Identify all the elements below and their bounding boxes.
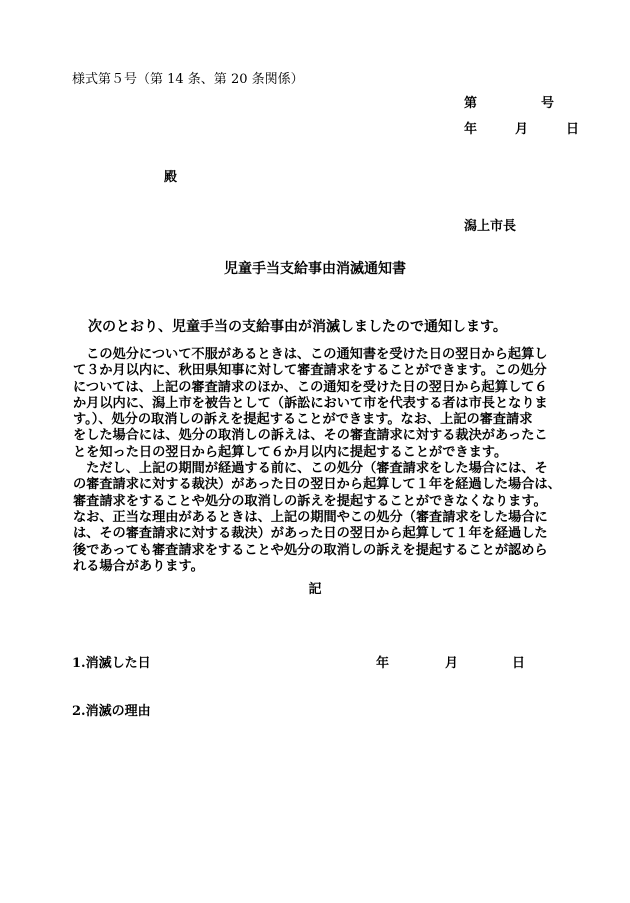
notice-line: 審査請求をすることや処分の取消しの訴えを提起することができなくなります。: [73, 493, 547, 509]
notice-line: をした場合には、処分の取消しの訴えは、その審査請求に対する裁決があったこ: [73, 428, 548, 444]
notice-line: ただし、上記の期間が経過する前に、この処分（審査請求をした場合には、そ: [73, 461, 548, 477]
doc-number-prefix: 第: [464, 96, 478, 111]
issue-date: [464, 118, 579, 137]
form-number: 様式第５号（第 14 条、第 20 条関係）: [72, 72, 304, 87]
item-extinction-date-value: [376, 652, 525, 671]
document-number: [464, 92, 554, 111]
notice-line: の審査請求に対する裁決）があった日の翌日から起算して１年を経過した場合は、: [73, 477, 561, 493]
issue-date-year: 年: [464, 122, 478, 137]
notice-line: 後であっても審査請求をすることや処分の取消しの訴えを提起することが認めら: [73, 542, 548, 558]
notice-line: この処分について不服があるときは、この通知書を受けた日の翌日から起算し: [73, 347, 548, 362]
ki-heading: 記: [308, 582, 322, 597]
extinction-day: 日: [512, 656, 526, 671]
notice-line: す。）、処分の取消しの訴えを提起することができます。なお、上記の審査請求: [73, 412, 533, 428]
notice-line: か月以内に、潟上市を被告として（訴訟において市を代表する者は市長となりま: [73, 395, 548, 411]
document-title: 児童手当支給事由消滅通知書: [224, 261, 406, 277]
notice-line: については、上記の審査請求のほか、この通知を受けた日の翌日から起算して６: [73, 379, 548, 395]
doc-number-suffix: 号: [541, 96, 555, 111]
notice-line: れる場合があります。: [73, 558, 204, 574]
extinction-year: 年: [376, 656, 390, 671]
issuer: 潟上市長: [464, 219, 517, 234]
extinction-month: 月: [445, 656, 459, 671]
issue-date-month: 月: [515, 122, 529, 137]
appeal-notice: [73, 347, 563, 575]
intro-text: 次のとおり、児童手当の支給事由が消滅しましたので通知します。: [88, 319, 507, 335]
item-extinction-date-label: 1.消滅した日: [72, 656, 151, 671]
item-extinction-reason-label: 2.消滅の理由: [72, 704, 151, 719]
addressee-suffix: 殿: [164, 170, 178, 185]
issue-date-day: 日: [566, 122, 580, 137]
notice-line: とを知った日の翌日から起算して６か月以内に提起することができます。: [73, 444, 508, 460]
notice-line: て３か月以内に、秋田県知事に対して審査請求をすることができます。この処分: [73, 363, 547, 379]
notice-line: なお、正当な理由があるときは、上記の期間やこの処分（審査請求をした場合に: [73, 509, 548, 525]
notice-line: は、その審査請求に対する裁決）があった日の翌日から起算して１年を経過した: [73, 526, 548, 542]
